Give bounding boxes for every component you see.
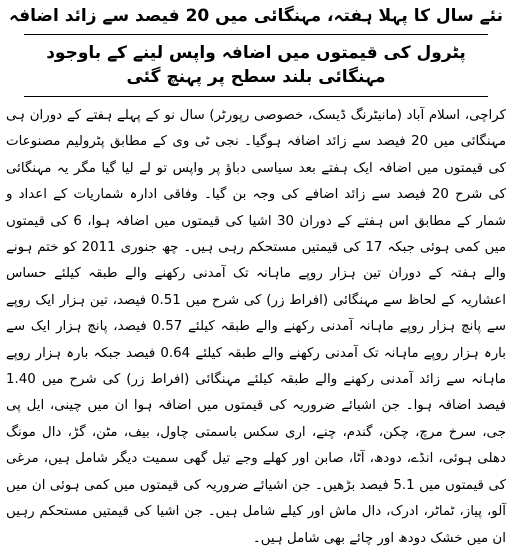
article-headline: پٹرول کی قیمتوں میں اضافہ واپس لینے کے باوجود مہنگائی بلند سطح پر پہنچ گئی	[24, 34, 488, 97]
article-kicker: نئے سال کا پہلا ہفتہ، مہنگائی میں 20 فیصد سے زائد اضافہ	[9, 6, 503, 26]
article-body: کراچی، اسلام آباد (مانیٹرنگ ڈیسک، خصوصی رپورٹر) سال نو کے پہلے ہفتے کے دوران ہی مہنگائی میں 20 فیصد سے زائد اضافہ ہوگیا۔ نجی ٹی وی کے مطابق پٹرولیم مصنوعات کی قیمتوں میں اضافہ ایک ہفتے بعد سیاسی دباؤ پر واپس تو لے لیا گیا مگر یہ مہنگائی کی شرح 20 فیصد سے زائد اضافے کی وجہ بن گیا۔ وفاقی ادارہ شماریات کے اعداد و شمار کے مطابق اس ہفتے کے دوران 30 اشیا کی قیمتوں میں اضافہ ہوا، 6 کی قیمتوں میں کمی ہوئی جبکہ 17 کی قیمتیں مستحکم رہی ہیں۔ چھ جنوری 2011 کو ختم ہونے والے ہفتہ کے دوران تین ہزار روپے ماہانہ تک آمدنی رکھنے والے طبقہ کیلئے حساس اعشاریہ کے لحاظ سے مہنگائی (افراط زر) کی شرح میں 0.51 فیصد، تین ہزار ایک روپے سے پانچ ہزار روپے ماہانہ آمدنی رکھنے والے طبقہ کیلئے 0.57 فیصد، پانچ ہزار ایک سے بارہ ہزار روپے ماہانہ تک آمدنی رکھنے والے طبقہ کیلئے 0.64 فیصد جبکہ بارہ ہزار روپے ماہانہ سے زائد آمدنی رکھنے والے طبقہ کیلئے مہنگائی (افراط زر) کی شرح میں 1.40 فیصد اضافہ ہوا۔ جن اشیائے ضروریہ کی قیمتوں میں اضافہ ہوا ان میں چینی، ایل پی جی، سرخ مرچ، چکن، گندم، چنے، اری سکس باسمتی چاول، بیف، مٹن، گڑ، دال مونگ دھلی ہوئی، انڈے، دودھ، آٹا، صابن اور کھلے وجے تیل گھی سمیت دیگر شامل ہیں، مرغی کی قیمتوں میں 5.1 فیصد بڑھیں۔ جن اشیائے ضروریہ کی قیمتوں میں کمی ہوئی ان میں آلو، پیاز، ٹماٹر، ادرک، دال ماش اور کیلے شامل ہیں۔ جن اشیا کی قیمتیں مستحکم رہیں ان میں خشک دودھ اور چائے بھی شامل ہیں۔	[6, 108, 507, 546]
